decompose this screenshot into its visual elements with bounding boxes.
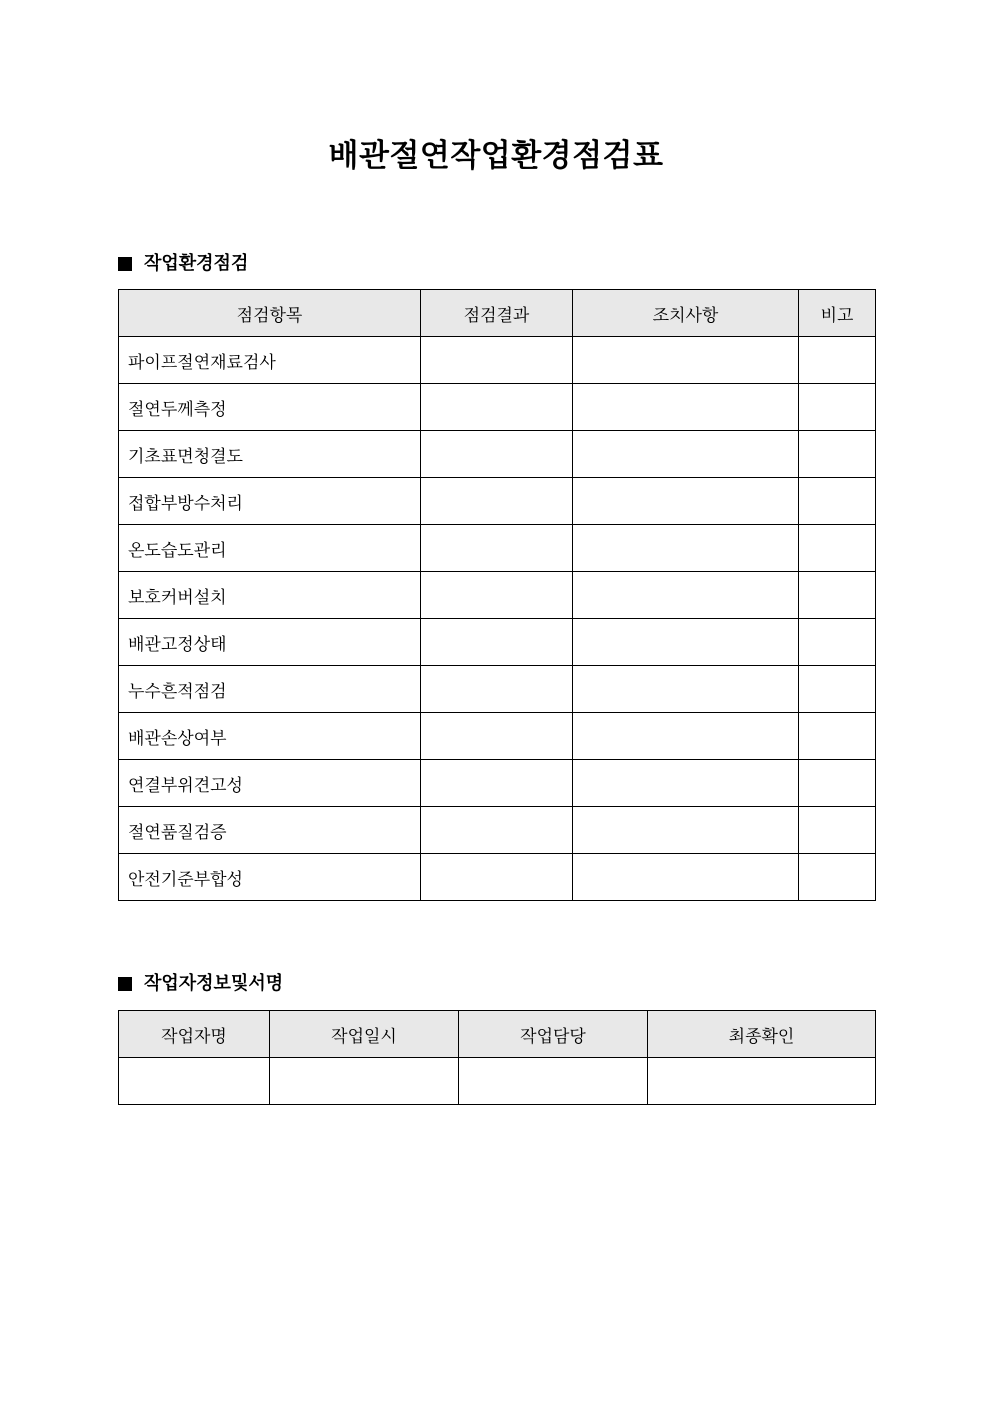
note-cell[interactable] (799, 431, 876, 478)
result-cell[interactable] (421, 478, 573, 525)
item-label: 보호커버설치 (119, 572, 421, 619)
table-row (119, 525, 876, 572)
result-cell[interactable] (421, 384, 573, 431)
square-bullet-icon (118, 257, 132, 271)
item-label: 파이프절연재료검사 (119, 337, 421, 384)
column-header-note: 비고 (799, 290, 876, 337)
action-cell[interactable] (573, 478, 799, 525)
result-cell[interactable] (421, 713, 573, 760)
action-cell[interactable] (573, 854, 799, 901)
table-row (119, 431, 876, 478)
result-cell[interactable] (421, 807, 573, 854)
worker-name-cell[interactable] (119, 1058, 270, 1105)
table-row (119, 666, 876, 713)
table-header-row (119, 1011, 876, 1058)
section-heading-inspection (118, 252, 248, 276)
action-cell[interactable] (573, 525, 799, 572)
note-cell[interactable] (799, 666, 876, 713)
item-label: 배관손상여부 (119, 713, 421, 760)
worker-table (118, 1010, 876, 1105)
item-label: 접합부방수처리 (119, 478, 421, 525)
work-datetime-cell[interactable] (270, 1058, 459, 1105)
note-cell[interactable] (799, 760, 876, 807)
note-cell[interactable] (799, 854, 876, 901)
column-header-work-charge: 작업담당 (459, 1011, 648, 1058)
result-cell[interactable] (421, 760, 573, 807)
note-cell[interactable] (799, 572, 876, 619)
section-heading-label: 작업환경점검 (144, 253, 249, 274)
table-header-row (119, 290, 876, 337)
action-cell[interactable] (573, 337, 799, 384)
note-cell[interactable] (799, 525, 876, 572)
column-header-action: 조치사항 (573, 290, 799, 337)
work-charge-cell[interactable] (459, 1058, 648, 1105)
result-cell[interactable] (421, 337, 573, 384)
item-label: 연결부위견고성 (119, 760, 421, 807)
action-cell[interactable] (573, 431, 799, 478)
inspection-table (118, 289, 876, 901)
note-cell[interactable] (799, 807, 876, 854)
action-cell[interactable] (573, 760, 799, 807)
note-cell[interactable] (799, 619, 876, 666)
note-cell[interactable] (799, 478, 876, 525)
result-cell[interactable] (421, 431, 573, 478)
table-row (119, 854, 876, 901)
table-row (119, 713, 876, 760)
square-bullet-icon (118, 977, 132, 991)
column-header-work-datetime: 작업일시 (270, 1011, 459, 1058)
note-cell[interactable] (799, 337, 876, 384)
item-label: 누수흔적점검 (119, 666, 421, 713)
result-cell[interactable] (421, 572, 573, 619)
table-row (119, 1058, 876, 1105)
note-cell[interactable] (799, 713, 876, 760)
table-row (119, 572, 876, 619)
item-label: 절연두께측정 (119, 384, 421, 431)
column-header-worker-name: 작업자명 (119, 1011, 270, 1058)
item-label: 기초표면청결도 (119, 431, 421, 478)
table-row (119, 384, 876, 431)
section-heading-worker (118, 972, 283, 996)
result-cell[interactable] (421, 666, 573, 713)
result-cell[interactable] (421, 619, 573, 666)
result-cell[interactable] (421, 525, 573, 572)
action-cell[interactable] (573, 619, 799, 666)
action-cell[interactable] (573, 666, 799, 713)
action-cell[interactable] (573, 384, 799, 431)
result-cell[interactable] (421, 854, 573, 901)
action-cell[interactable] (573, 807, 799, 854)
note-cell[interactable] (799, 384, 876, 431)
item-label: 배관고정상태 (119, 619, 421, 666)
page-title: 배관절연작업환경점검표 (328, 138, 664, 174)
section-heading-label: 작업자정보및서명 (144, 973, 284, 994)
action-cell[interactable] (573, 713, 799, 760)
item-label: 온도습도관리 (119, 525, 421, 572)
table-row (119, 337, 876, 384)
table-row (119, 760, 876, 807)
column-header-item: 점검항목 (119, 290, 421, 337)
column-header-final-confirm: 최종확인 (648, 1011, 876, 1058)
table-row (119, 619, 876, 666)
column-header-result: 점검결과 (421, 290, 573, 337)
table-row (119, 478, 876, 525)
action-cell[interactable] (573, 572, 799, 619)
table-row (119, 807, 876, 854)
item-label: 안전기준부합성 (119, 854, 421, 901)
item-label: 절연품질검증 (119, 807, 421, 854)
final-confirm-cell[interactable] (648, 1058, 876, 1105)
